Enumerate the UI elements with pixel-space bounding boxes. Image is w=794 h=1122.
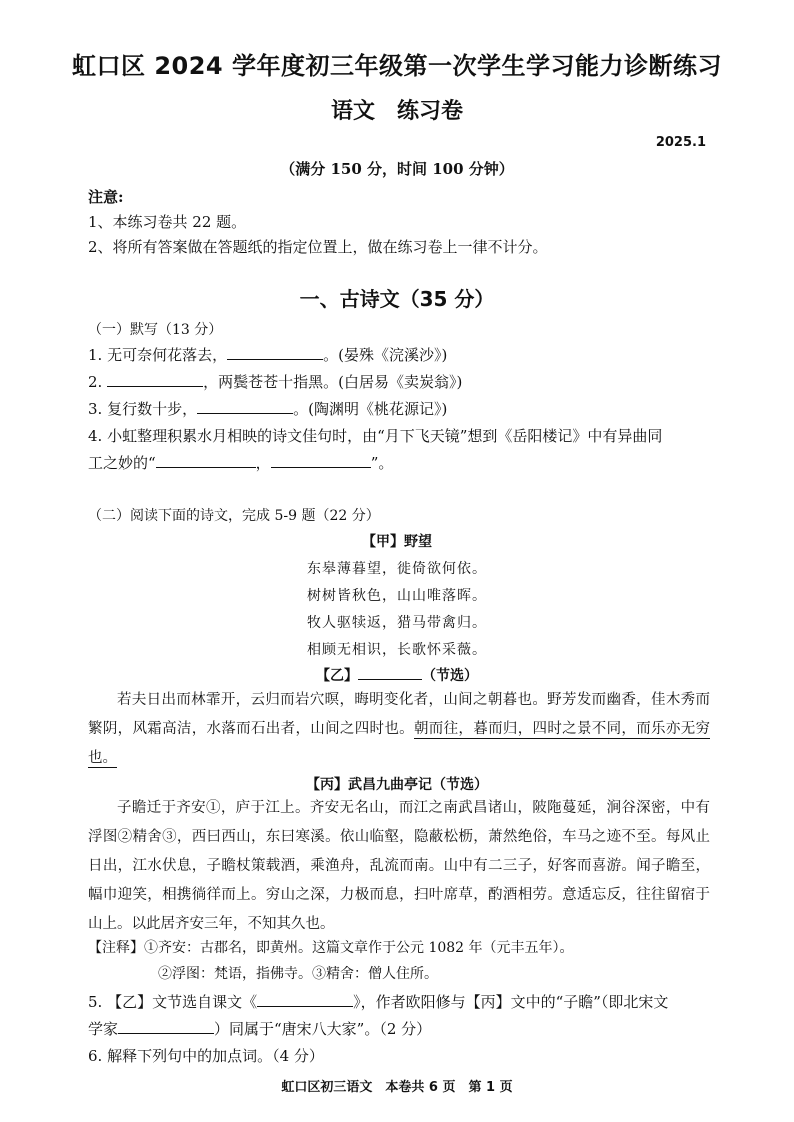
exam-subtitle: 语文 练习卷 — [330, 99, 463, 124]
text-b-excerpt: （节选） — [422, 668, 478, 684]
question-4-line-1: 4. 小虹整理积累水月相映的诗文佳句时，由“月下飞天镜”想到《岳阳楼记》中有异曲同 — [88, 427, 663, 445]
question-5-line-2 — [88, 1018, 431, 1039]
question-5-text-2: 学家 — [88, 1020, 119, 1038]
question-2-number: 2. — [88, 373, 108, 391]
notice-item-2: 2、将所有答案做在答题纸的指定位置上，做在练习卷上一律不计分。 — [88, 238, 548, 256]
page-footer: 虹口区初三语文 本卷共 6 页 第 1 页 — [281, 1080, 513, 1095]
answer-blank[interactable] — [257, 992, 353, 1007]
annotation-line-1: 【注释】①齐安：古郡名，即黄州。这篇文章作于公元 1082 年（元丰五年）。 — [88, 940, 574, 956]
question-3-source: 。(陶渊明《桃花源记》) — [293, 400, 448, 418]
answer-blank[interactable] — [227, 345, 323, 360]
text-c-title: 【丙】武昌九曲亭记（节选） — [306, 777, 488, 793]
answer-blank[interactable] — [107, 372, 203, 387]
question-5-text: 5. 【乙】文节选自课文《 — [88, 993, 258, 1011]
section-title: 一、古诗文（35 分） — [299, 287, 495, 311]
text-b-label: 【乙】 — [316, 668, 358, 684]
text-b-plain: 若夫日出而林霏开，云归而岩穴暝，晦明变化者，山间之朝暮也。野芳发而幽香，佳木秀而繁阴，风霜高洁，水落而石出者，山间之四时也。 — [88, 692, 710, 737]
poem-a-line: 树树皆秋色，山山唯落晖。 — [307, 588, 487, 604]
text-c-paragraph: 子瞻迁于齐安①，庐于江上。齐安无名山，而江之南武昌诸山，陂陁蔓延，涧谷深密，中有浮图②精舍③，西曰西山，东曰寒溪。依山临壑，隐蔽松枥，萧然绝俗，车马之迹不至。每风止日出，江水伏息，子瞻杖策载酒，乘渔舟，乱流而南。山中有二三子，好客而喜游。闻子瞻至，幅巾迎笑，相携徜徉而上。穷山之深，力极而息，扫叶席草，酌酒相劳。意适忘反，往往留宿于山上。以此居齐安三年，不知其久也。 — [88, 800, 710, 932]
part1-title: （一）默写（13 分） — [88, 322, 223, 338]
text-b-underlined: 朝而往，暮而归，四时之景不同，而乐亦无穷也。 — [88, 721, 711, 766]
part2-title: （二）阅读下面的诗文，完成 5-9 题（22 分） — [88, 508, 380, 524]
question-5-text-cont: 》，作者欧阳修与【丙】文中的“子瞻”（即北宋文 — [353, 993, 669, 1011]
exam-title: 虹口区 2024 学年度初三年级第一次学生学习能力诊断练习 — [71, 52, 722, 80]
question-6: 6. 解释下列句中的加点词。（4 分） — [88, 1047, 324, 1065]
question-2-text: ，两鬓苍苍十指黑。(白居易《卖炭翁》) — [203, 373, 463, 391]
annotation-line-2: ②浮图：梵语，指佛寺。③精舍：僧人住所。 — [158, 966, 438, 982]
question-3-text: 3. 复行数十步， — [88, 400, 198, 418]
question-2 — [88, 371, 462, 392]
answer-blank[interactable] — [156, 453, 256, 468]
notice-item-1: 1、本练习卷共 22 题。 — [88, 213, 247, 231]
text-b-paragraph — [88, 686, 710, 773]
question-4-separator: ， — [255, 454, 271, 472]
question-1-text: 1. 无可奈何花落去， — [88, 346, 228, 364]
question-5-line-1 — [88, 991, 668, 1012]
answer-blank[interactable] — [118, 1019, 214, 1034]
poem-a-title: 【甲】野望 — [362, 534, 432, 550]
question-1-source: 。(晏殊《浣溪沙》) — [323, 346, 448, 364]
notice-label: 注意: — [88, 188, 124, 206]
question-1 — [88, 344, 447, 365]
question-4-text: 工之妙的“ — [88, 454, 156, 472]
poem-a-line: 东皋薄暮望，徙倚欲何依。 — [307, 561, 487, 577]
answer-blank[interactable] — [358, 665, 422, 680]
text-b-title — [0, 665, 794, 685]
question-4-end: ”。 — [370, 454, 394, 472]
answer-blank[interactable] — [197, 399, 293, 414]
question-3 — [88, 398, 447, 419]
exam-date: 2025.1 — [655, 135, 706, 150]
answer-blank[interactable] — [271, 453, 371, 468]
question-5-text-3: ）同属于“唐宋八大家”。（2 分） — [214, 1020, 432, 1038]
poem-a-line: 牧人驱犊返，猎马带禽归。 — [307, 615, 487, 631]
exam-score-time: （满分 150 分，时间 100 分钟） — [280, 160, 514, 178]
question-4-line-2 — [88, 452, 393, 473]
poem-a-line: 相顾无相识，长歌怀采薇。 — [307, 642, 487, 658]
